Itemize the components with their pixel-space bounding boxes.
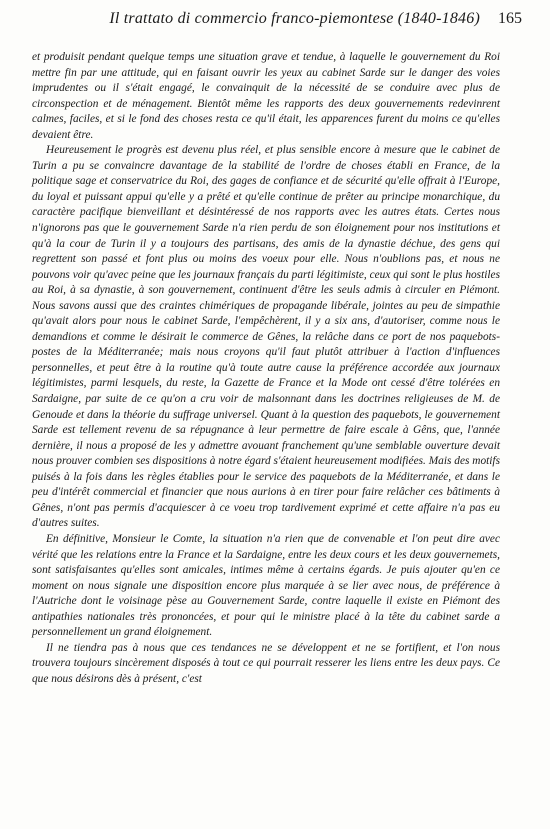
- running-head: [70, 10, 522, 36]
- paragraph: En définitive, Monsieur le Comte, la situation n'a rien que de convenable et l'on peut dire avec vérité que les relations entre la France et la Sardaigne, entre les deux cours et les deux gouvernemets, sont satisfaisantes qu'elles sont amicales, intimes même à certains égards. Je puis ajouter qu'en ce moment on nous signale une disposition encore plus marquée à se lier avec nous, de préférence à l'Autriche dont le voisinage pèse au Gouvernement Sarde, contre laquelle il existe en Piémont des antipathies nationales très prononcées, et pour qui le ministre placé à la tête du cabinet sarde a personnellement un grand éloignement.: [32, 532, 500, 639]
- page-number: 165: [498, 10, 522, 27]
- paragraph: et produisit pendant quelque temps une situation grave et tendue, à laquelle le gouvernement du Roi mettre fin par une attitude, qui en faisant ouvrir les yeux au cabinet Sarde sur le danger des voies imprudentes ou il s'était engagé, le convainquit de la nécessité de se conduire avec plus de circonspection et de ménagement. Bientôt même les rapports des deux gouvernements redevinrent calmes, faciles, et si le fond des choses resta ce qu'il était, les apparences furent du moins ce qu'elles devaient être.: [32, 51, 500, 141]
- running-head-title: Il trattato di commercio franco-piemontese (1840-1846): [109, 10, 480, 27]
- body-text: [32, 50, 500, 687]
- paragraph: Heureusement le progrès est devenu plus réel, et plus sensible encore à mesure que le cabinet de Turin a pu se convaincre davantage de la stabilité de l'ordre de choses établi en France, de la politique sage et conservatrice du Roi, des gages de confiance et de sécurité qu'elle offrait à l'Europe, du loyal et puissant appui qu'elle y a prêté et qu'elle continue de prêter au principe monarchique, du caractère pacifique bienveillant et désintéressé de nos rapports avec les autres états. Certes nous n'ignorons pas que le gouvernement Sarde n'a rien perdu de son éloignement pour nos institutions et qu'à la cour de Turin il y a toujours des partisans, des amis de la dynastie déchue, des gens qui regrettent son passé et font plus ou moins des voeux pour elle. Nous n'oublions pas, et nous ne pouvons voir qu'avec peine que les journaux français du parti légitimiste, ceux qui sont le plus hostiles au Roi, à sa dynastie, à son gouvernement, continuent d'être les seuls admis à circuler en Piémont. Nous savons aussi que des craintes chimériques de propagande libérale, jointes au peu de simpathie qu'avait alors pour nous le cabinet Sarde, l'empêchèrent, il y a six ans, d'autoriser, comme nous le demandions et comme le désirait le commerce de Gênes, la relâche dans ce port de nos paquebots-postes de la Méditerranée; mais nous croyons qu'il faut plutôt attribuer à l'action d'influences personnelles, et peut être à la routine qu'à toute autre cause la préférence accordée aux journaux légitimistes, parmi lesquels, du reste, la Gazette de France et la Mode ont cessé d'être tolérées en Sardaigne, par suite de ce qu'on a cru voir de malsonnant dans les doctrines religieuses de M. de Genoude et dans la théorie du suffrage universel. Quant à la question des paquebots, le gouvernement Sarde est tellement revenu de sa répugnance à leur permettre de faire escale à Gêns, que, l'année dernière, il nous a proposé de les y admettre avouant franchement qu'une semblable ouverture devait nous prouver combien ses dispositions à notre égard s'étaient heureusement modifiées. Mais des motifs puisés à la fois dans les règles établies pour le service des paquebots de la Méditerranée, et dans le peu d'intérêt commercial et financier que nous aurions à en tirer pour faire relâcher ces bâtiments à Gênes, n'ont pas permis d'acquiescer à ce voeu trop tardivement exprimé et cette affaire n'a pas eu d'autres suites.: [32, 144, 500, 530]
- paragraph: Il ne tiendra pas à nous que ces tendances ne se développent et ne se fortifient, et l'on nous trouvera toujours sincèrement disposés à tout ce qui pourrait resserer les liens entre les deux pays. Ce que nous désirons dès à présent, c'est: [32, 641, 500, 685]
